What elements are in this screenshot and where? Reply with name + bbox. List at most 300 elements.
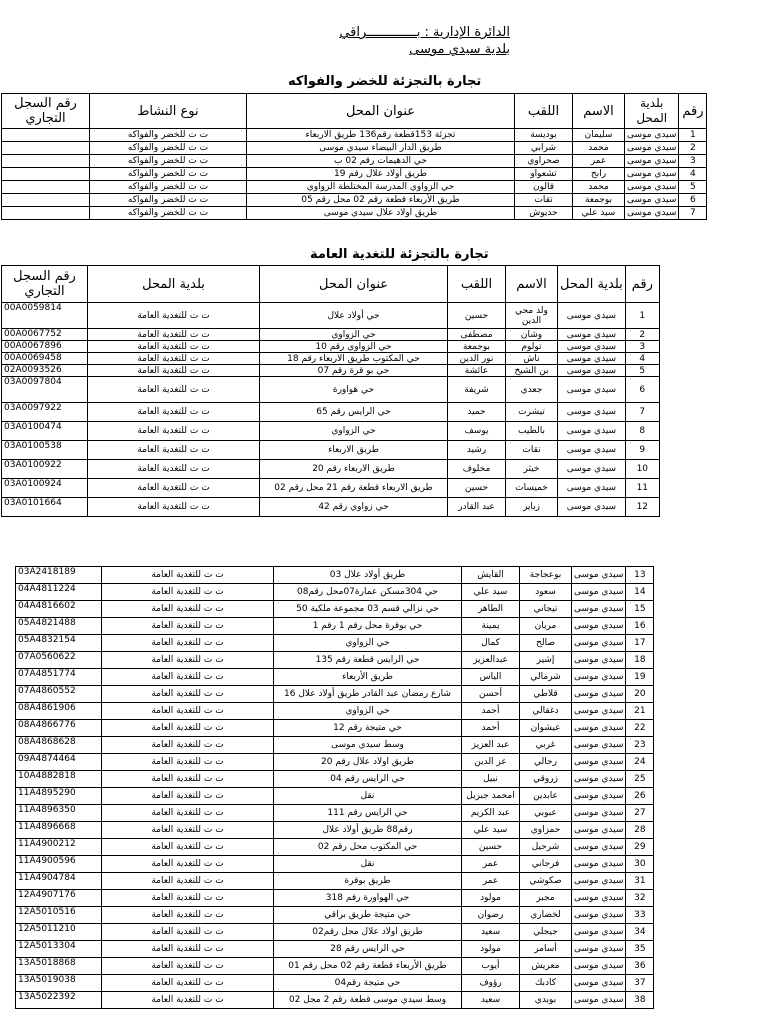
- cell-address: حي الرايس قطعة رقم 135: [274, 652, 462, 669]
- cell-last-name: عز الدين: [462, 754, 520, 771]
- col-activity: بلدية المحل: [88, 266, 260, 303]
- cell-address: وسط سيدي موسى قطعة رقم 2 محل 02: [274, 992, 462, 1009]
- col-first-name: الاسم: [506, 266, 558, 303]
- cell-activity: ت ت للتغدية العامة: [102, 941, 274, 958]
- cell-first-name: بوبدي: [520, 992, 572, 1009]
- cell-address: حي الرايس رقم 111: [274, 805, 462, 822]
- cell-first-name: جعدي: [506, 377, 558, 403]
- cell-num: 18: [626, 652, 654, 669]
- cell-last-name: امحمد جبريل: [462, 788, 520, 805]
- municipality-name: بلدية سيدي موسى: [409, 42, 510, 57]
- cell-last-name: تشعواو: [515, 168, 573, 181]
- cell-register: 11A4896668: [16, 822, 102, 839]
- cell-municipality: سيدي موسى: [572, 686, 626, 703]
- table-row: [16, 907, 654, 924]
- cell-first-name: مريان: [520, 618, 572, 635]
- col-register: رقم السجل التجاري: [2, 266, 88, 303]
- cell-activity: ت ت للتغدية العامة: [102, 822, 274, 839]
- table-row: [16, 737, 654, 754]
- cell-first-name: عبوبي: [520, 805, 572, 822]
- table-row: [2, 365, 660, 377]
- cell-municipality: سيدي موسى: [572, 754, 626, 771]
- cell-municipality: سيدي موسى: [572, 788, 626, 805]
- cell-first-name: قلاطي: [520, 686, 572, 703]
- table-row: [16, 567, 654, 584]
- col-address: عنوان المحل: [260, 266, 448, 303]
- cell-address: طريق الاربعاء قطعة رقم 21 محل رقم 02: [260, 479, 448, 498]
- cell-num: 4: [625, 353, 659, 365]
- cell-last-name: رؤوف: [462, 975, 520, 992]
- cell-activity: ت ت للتغدية العامة: [102, 788, 274, 805]
- cell-num: 24: [626, 754, 654, 771]
- cell-last-name: القايش: [462, 567, 520, 584]
- cell-num: 23: [626, 737, 654, 754]
- cell-address: حي زواوي رقم 42: [260, 498, 448, 517]
- cell-last-name: شريفة: [448, 377, 506, 403]
- cell-last-name: عمر: [462, 873, 520, 890]
- cell-activity: ت ت للتغدية العامة: [102, 652, 274, 669]
- cell-last-name: حديوش: [515, 207, 573, 220]
- cell-register: 13A5019038: [16, 975, 102, 992]
- cell-address: حي الرايس رقم 04: [274, 771, 462, 788]
- table-row: [16, 669, 654, 686]
- cell-first-name: محمد: [573, 181, 625, 194]
- table-row: [2, 479, 660, 498]
- cell-first-name: تقات: [506, 441, 558, 460]
- table-row: [2, 377, 660, 403]
- cell-address: حي الزواوي: [274, 635, 462, 652]
- cell-address: وسط سيدي موسى: [274, 737, 462, 754]
- col-municipality: بلدية المحل: [625, 94, 679, 129]
- cell-register: [2, 181, 90, 194]
- cell-num: 9: [625, 441, 659, 460]
- section2-title: تجارة بالتجزئة للتغدية العامة: [310, 247, 489, 262]
- cell-address: طريق الاربعاء: [260, 441, 448, 460]
- cell-register: 03A0100924: [2, 479, 88, 498]
- cell-last-name: رشيد: [448, 441, 506, 460]
- cell-first-name: دغقالي: [520, 703, 572, 720]
- cell-register: [2, 129, 90, 142]
- cell-num: 4: [679, 168, 707, 181]
- cell-last-name: صحراوي: [515, 155, 573, 168]
- cell-register: 04A4811224: [16, 584, 102, 601]
- cell-last-name: عبد الكريم: [462, 805, 520, 822]
- cell-municipality: سيدي موسى: [572, 873, 626, 890]
- cell-last-name: حسين: [448, 303, 506, 329]
- cell-num: 8: [625, 422, 659, 441]
- cell-address: حي بو قرة رقم 07: [260, 365, 448, 377]
- cell-address: حي المكتوب محل رقم 02: [274, 839, 462, 856]
- cell-municipality: سيدي موسى: [572, 584, 626, 601]
- cell-register: 07A0560622: [16, 652, 102, 669]
- cell-register: [2, 155, 90, 168]
- cell-first-name: محمد: [573, 142, 625, 155]
- cell-register: 00A0067752: [2, 329, 88, 341]
- cell-num: 35: [626, 941, 654, 958]
- cell-address: طريق الدار البيضاء سيدي موسى: [247, 142, 515, 155]
- cell-num: 33: [626, 907, 654, 924]
- section1-title: تجارة بالتجزئة للخضر والفواكه: [288, 74, 482, 89]
- table-row: [16, 601, 654, 618]
- cell-first-name: أسامر: [520, 941, 572, 958]
- cell-activity: ت ت للتغدية العامة: [88, 441, 260, 460]
- table-row: [16, 584, 654, 601]
- cell-activity: ت ت للتغدية العامة: [88, 460, 260, 479]
- cell-register: 12A4907176: [16, 890, 102, 907]
- table-row: [2, 341, 660, 353]
- table-row: [16, 873, 654, 890]
- cell-register: 03A0100474: [2, 422, 88, 441]
- cell-last-name: أحمد: [462, 720, 520, 737]
- cell-activity: ت ت للخضر والفواكه: [90, 168, 247, 181]
- cell-last-name: عبد العزيز: [462, 737, 520, 754]
- cell-municipality: سيدي موسى: [572, 703, 626, 720]
- cell-activity: ت ت للتغدية العامة: [88, 479, 260, 498]
- table-row: [2, 329, 660, 341]
- cell-address: طريق اولاد علال رقم 20: [274, 754, 462, 771]
- cell-municipality: سيدي موسى: [572, 975, 626, 992]
- cell-municipality: سيدي موسى: [572, 669, 626, 686]
- cell-num: 14: [626, 584, 654, 601]
- cell-num: 26: [626, 788, 654, 805]
- cell-num: 2: [625, 329, 659, 341]
- cell-activity: ت ت للتغدية العامة: [88, 377, 260, 403]
- cell-first-name: سليمان: [573, 129, 625, 142]
- cell-municipality: سيدي موسى: [558, 479, 626, 498]
- table-row: [2, 460, 660, 479]
- cell-last-name: مخلوف: [448, 460, 506, 479]
- cell-num: 28: [626, 822, 654, 839]
- table-row: [16, 890, 654, 907]
- cell-num: 36: [626, 958, 654, 975]
- cell-first-name: خميسات: [506, 479, 558, 498]
- cell-first-name: تيشرت: [506, 403, 558, 422]
- table-row: [2, 181, 707, 194]
- cell-num: 19: [626, 669, 654, 686]
- table-row: [2, 168, 707, 181]
- cell-register: 03A2418189: [16, 567, 102, 584]
- cell-register: 03A0097804: [2, 377, 88, 403]
- cell-first-name: وشان: [506, 329, 558, 341]
- table-row: [16, 635, 654, 652]
- cell-municipality: سيدي موسى: [572, 601, 626, 618]
- cell-register: 03A0097922: [2, 403, 88, 422]
- cell-activity: ت ت للتغدية العامة: [102, 839, 274, 856]
- cell-address: حي الرايس رقم 65: [260, 403, 448, 422]
- cell-activity: ت ت للتغدية العامة: [88, 403, 260, 422]
- cell-municipality: سيدي موسى: [572, 890, 626, 907]
- col-last-name: اللقب: [515, 94, 573, 129]
- cell-register: 05A4832154: [16, 635, 102, 652]
- cell-num: 15: [626, 601, 654, 618]
- col-activity: نوع النشاط: [90, 94, 247, 129]
- cell-first-name: زباير: [506, 498, 558, 517]
- cell-activity: ت ت للتغدية العامة: [88, 353, 260, 365]
- cell-register: 03A0101664: [2, 498, 88, 517]
- cell-num: 7: [625, 403, 659, 422]
- cell-municipality: سيدي موسى: [572, 839, 626, 856]
- table-row: [2, 353, 660, 365]
- cell-activity: ت ت للتغدية العامة: [88, 422, 260, 441]
- table-row: [16, 924, 654, 941]
- administrative-district: الدائرة الإدارية : بـــــــــــــراقي: [339, 25, 510, 40]
- cell-municipality: سيدي موسى: [572, 737, 626, 754]
- cell-num: 38: [626, 992, 654, 1009]
- cell-activity: ت ت للتغدية العامة: [88, 498, 260, 517]
- cell-municipality: سيدي موسى: [625, 142, 679, 155]
- cell-address: حي الرايس رقم 28: [274, 941, 462, 958]
- cell-register: 00A0069458: [2, 353, 88, 365]
- cell-municipality: سيدي موسى: [558, 341, 626, 353]
- cell-municipality: سيدي موسى: [572, 567, 626, 584]
- cell-address: حي الزواوي رقم 10: [260, 341, 448, 353]
- cell-first-name: جيجلي: [520, 924, 572, 941]
- cell-num: 32: [626, 890, 654, 907]
- table-row: [16, 839, 654, 856]
- cell-num: 1: [679, 129, 707, 142]
- cell-num: 3: [679, 155, 707, 168]
- cell-address: حي متيجة رقم 12: [274, 720, 462, 737]
- cell-register: 11A4904784: [16, 873, 102, 890]
- table-row: [16, 975, 654, 992]
- cell-address: طريق بوقرة: [274, 873, 462, 890]
- table-row: [2, 422, 660, 441]
- cell-first-name: لخضاري: [520, 907, 572, 924]
- cell-last-name: شرابي: [515, 142, 573, 155]
- cell-register: 12A5013304: [16, 941, 102, 958]
- table-row: [2, 207, 707, 220]
- cell-first-name: صالح: [520, 635, 572, 652]
- col-address: عنوان المحل: [247, 94, 515, 129]
- cell-first-name: إشير: [520, 652, 572, 669]
- cell-first-name: ولد محي الدين: [506, 303, 558, 329]
- cell-last-name: رضوان: [462, 907, 520, 924]
- cell-last-name: سعيد: [462, 924, 520, 941]
- cell-register: 11A4896350: [16, 805, 102, 822]
- cell-register: 03A0100538: [2, 441, 88, 460]
- cell-last-name: تقات: [515, 194, 573, 207]
- cell-activity: ت ت للتغدية العامة: [102, 873, 274, 890]
- cell-register: 09A4874464: [16, 754, 102, 771]
- cell-first-name: شرمالي: [520, 669, 572, 686]
- cell-activity: ت ت للتغدية العامة: [102, 805, 274, 822]
- cell-num: 2: [679, 142, 707, 155]
- cell-last-name: أحمد: [462, 703, 520, 720]
- cell-num: 22: [626, 720, 654, 737]
- cell-activity: ت ت للتغدية العامة: [102, 907, 274, 924]
- cell-municipality: سيدي موسى: [625, 194, 679, 207]
- cell-address: حي أولاد علال: [260, 303, 448, 329]
- cell-register: 07A4851774: [16, 669, 102, 686]
- cell-activity: ت ت للخضر والفواكه: [90, 194, 247, 207]
- cell-register: 13A5018868: [16, 958, 102, 975]
- cell-first-name: عيشوان: [520, 720, 572, 737]
- cell-last-name: نبيل: [462, 771, 520, 788]
- cell-activity: ت ت للتغدية العامة: [102, 618, 274, 635]
- cell-last-name: نور الدين: [448, 353, 506, 365]
- cell-address: حي 304مسكن عمارة07محل رقم08: [274, 584, 462, 601]
- cell-register: 11A4900212: [16, 839, 102, 856]
- cell-municipality: سيدي موسى: [572, 958, 626, 975]
- cell-municipality: سيدي موسى: [625, 155, 679, 168]
- col-first-name: الاسم: [573, 94, 625, 129]
- cell-address: حي متيجة رقم04: [274, 975, 462, 992]
- cell-activity: ت ت للتغدية العامة: [102, 992, 274, 1009]
- table-row: [2, 194, 707, 207]
- cell-municipality: سيدي موسى: [558, 329, 626, 341]
- cell-activity: ت ت للخضر والفواكه: [90, 142, 247, 155]
- col-municipality: بلدية المحل: [558, 266, 626, 303]
- cell-address: حي بوقرة محل رقم 1 رقم 1: [274, 618, 462, 635]
- cell-address: نقل: [274, 856, 462, 873]
- cell-last-name: أحسن: [462, 686, 520, 703]
- table-row: [16, 941, 654, 958]
- cell-last-name: الطاهر: [462, 601, 520, 618]
- cell-activity: ت ت للتغدية العامة: [88, 341, 260, 353]
- cell-num: 10: [625, 460, 659, 479]
- cell-num: 31: [626, 873, 654, 890]
- cell-last-name: يوسف: [448, 422, 506, 441]
- cell-num: 13: [626, 567, 654, 584]
- cell-num: 11: [625, 479, 659, 498]
- cell-num: 37: [626, 975, 654, 992]
- cell-activity: ت ت للتغدية العامة: [102, 669, 274, 686]
- table-row: [2, 303, 660, 329]
- cell-register: 11A4900596: [16, 856, 102, 873]
- cell-municipality: سيدي موسى: [572, 652, 626, 669]
- cell-register: 08A4861906: [16, 703, 102, 720]
- cell-num: 27: [626, 805, 654, 822]
- cell-activity: ت ت للخضر والفواكه: [90, 181, 247, 194]
- cell-municipality: سيدي موسى: [558, 441, 626, 460]
- cell-last-name: عبد القادر: [448, 498, 506, 517]
- col-register: رقم السجل التجاري: [2, 94, 90, 129]
- cell-activity: ت ت للتغدية العامة: [88, 329, 260, 341]
- cell-address: طريق اولاد علال محل رقم02: [274, 924, 462, 941]
- cell-first-name: بن الشيخ: [506, 365, 558, 377]
- cell-address: نقل: [274, 788, 462, 805]
- cell-register: 08A4866776: [16, 720, 102, 737]
- cell-last-name: أيوب: [462, 958, 520, 975]
- cell-activity: ت ت للتغدية العامة: [102, 584, 274, 601]
- cell-activity: ت ت للتغدية العامة: [88, 303, 260, 329]
- cell-last-name: حسين: [448, 479, 506, 498]
- cell-first-name: صكوشي: [520, 873, 572, 890]
- cell-num: 25: [626, 771, 654, 788]
- cell-first-name: سعود: [520, 584, 572, 601]
- table-header-row: [2, 94, 707, 129]
- table-row: [16, 822, 654, 839]
- cell-address: طريق الأربعاء قطعة رقم 02 محل رقم 05: [247, 194, 515, 207]
- cell-activity: ت ت للخضر والفواكه: [90, 129, 247, 142]
- cell-register: 12A5010516: [16, 907, 102, 924]
- cell-register: 04A4816602: [16, 601, 102, 618]
- cell-municipality: سيدي موسى: [558, 460, 626, 479]
- cell-municipality: سيدي موسى: [572, 992, 626, 1009]
- cell-municipality: سيدي موسى: [558, 403, 626, 422]
- cell-municipality: سيدي موسى: [558, 498, 626, 517]
- cell-last-name: مصطفى: [448, 329, 506, 341]
- cell-activity: ت ت للتغدية العامة: [102, 737, 274, 754]
- table-row: [16, 958, 654, 975]
- cell-first-name: غربي: [520, 737, 572, 754]
- cell-first-name: معريش: [520, 958, 572, 975]
- table-row: [16, 703, 654, 720]
- cell-num: 6: [679, 194, 707, 207]
- cell-last-name: سيد علي: [462, 584, 520, 601]
- cell-municipality: سيدي موسى: [572, 635, 626, 652]
- cell-last-name: سيد علي: [462, 822, 520, 839]
- table-row: [16, 652, 654, 669]
- cell-municipality: سيدي موسى: [572, 805, 626, 822]
- table-row: [16, 805, 654, 822]
- cell-activity: ت ت للتغدية العامة: [102, 856, 274, 873]
- cell-municipality: سيدي موسى: [625, 207, 679, 220]
- cell-address: حي هواورة: [260, 377, 448, 403]
- cell-register: 13A5022392: [16, 992, 102, 1009]
- cell-last-name: بوجمعة: [448, 341, 506, 353]
- cell-first-name: بالطيب: [506, 422, 558, 441]
- cell-last-name: الياس: [462, 669, 520, 686]
- cell-first-name: تيجاني: [520, 601, 572, 618]
- cell-address: حي المكتوب طريق الاربعاء رقم 18: [260, 353, 448, 365]
- cell-municipality: سيدي موسى: [572, 941, 626, 958]
- cell-activity: ت ت للخضر والفواكه: [90, 155, 247, 168]
- cell-municipality: سيدي موسى: [558, 422, 626, 441]
- cell-register: 12A5011210: [16, 924, 102, 941]
- cell-address: حي الهواورة رقم 318: [274, 890, 462, 907]
- cell-first-name: سيد علي: [573, 207, 625, 220]
- cell-num: 5: [679, 181, 707, 194]
- cell-address: طريق اولاد علال سيدي موسى: [247, 207, 515, 220]
- cell-municipality: سيدي موسى: [572, 822, 626, 839]
- general-food-table-continued: [15, 566, 654, 1009]
- cell-municipality: سيدي موسى: [572, 856, 626, 873]
- cell-activity: ت ت للتغدية العامة: [102, 703, 274, 720]
- document-header: [310, 24, 510, 58]
- col-last-name: اللقب: [448, 266, 506, 303]
- cell-municipality: سيدي موسى: [558, 377, 626, 403]
- cell-first-name: بوجمعة: [573, 194, 625, 207]
- cell-activity: ت ت للتغدية العامة: [102, 754, 274, 771]
- cell-num: 12: [625, 498, 659, 517]
- table-row: [16, 856, 654, 873]
- cell-register: 03A0100922: [2, 460, 88, 479]
- table-row: [16, 771, 654, 788]
- cell-municipality: سيدي موسى: [625, 181, 679, 194]
- table-row: [2, 142, 707, 155]
- cell-first-name: خيثر: [506, 460, 558, 479]
- cell-municipality: سيدي موسى: [572, 618, 626, 635]
- table-row: [16, 992, 654, 1009]
- cell-activity: ت ت للتغدية العامة: [102, 686, 274, 703]
- cell-municipality: سيدي موسى: [572, 771, 626, 788]
- cell-address: حي الزواوي: [260, 329, 448, 341]
- cell-address: شارع رمضان عبد القادر طريق أولاد علال 16: [274, 686, 462, 703]
- cell-municipality: سيدي موسى: [625, 168, 679, 181]
- cell-address: طريق أولاد علال رقم 19: [247, 168, 515, 181]
- cell-register: 10A4882818: [16, 771, 102, 788]
- cell-activity: ت ت للتغدية العامة: [102, 601, 274, 618]
- cell-num: 30: [626, 856, 654, 873]
- cell-first-name: فرجاني: [520, 856, 572, 873]
- cell-register: 05A4821488: [16, 618, 102, 635]
- cell-activity: ت ت للتغدية العامة: [88, 365, 260, 377]
- fruit-vegetable-table: [1, 93, 707, 220]
- cell-activity: ت ت للتغدية العامة: [102, 958, 274, 975]
- cell-first-name: رابح: [573, 168, 625, 181]
- cell-address: حي الزواوي: [260, 422, 448, 441]
